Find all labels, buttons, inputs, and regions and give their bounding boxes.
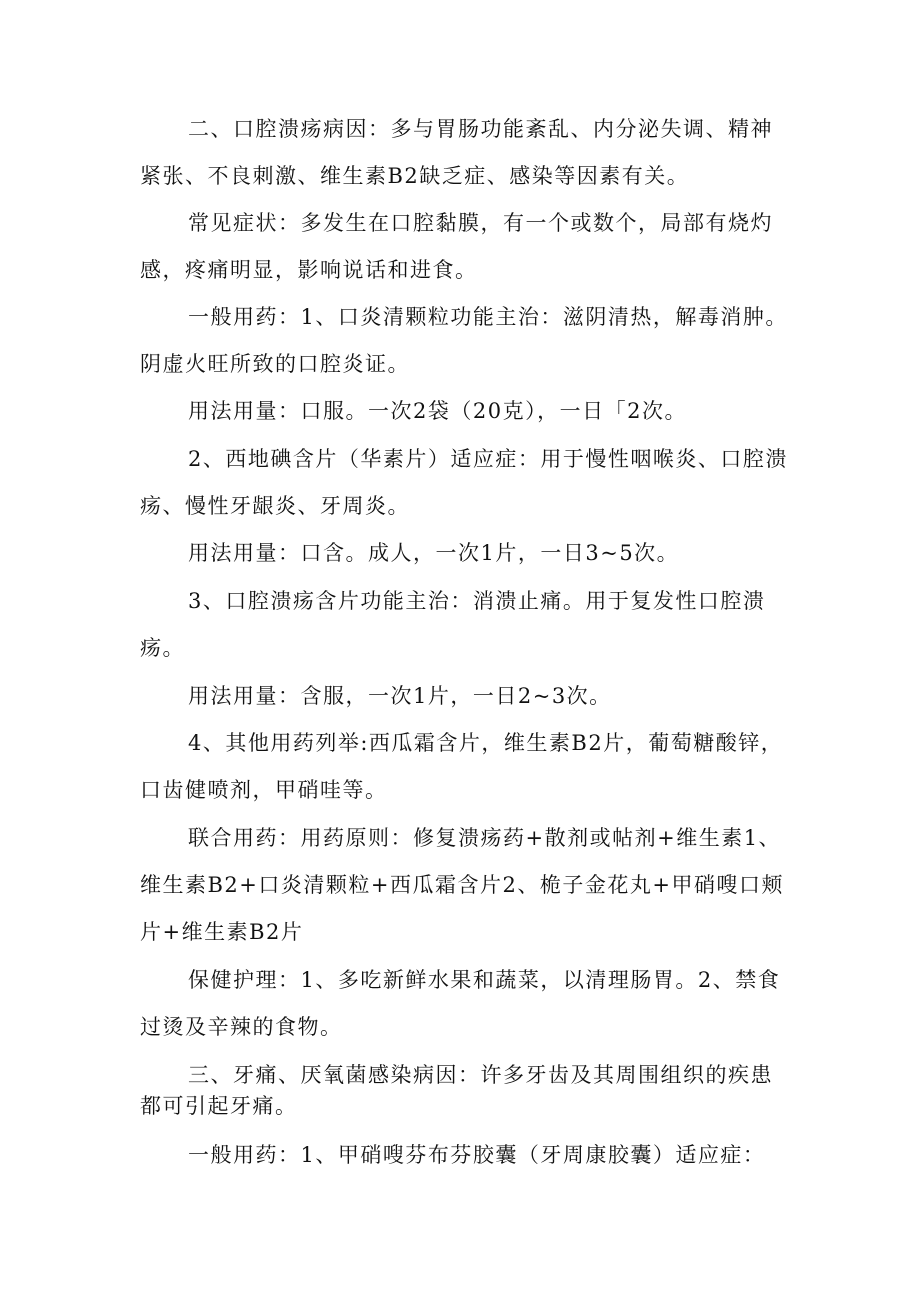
- paragraph-combined-medication: 联合用药：用药原则：修复溃疡药+散剂或帖剂+维生素1、维生素B2+口炎清颗粒+西瓜霜含片2、桅子金花丸+甲硝嗖口颊片+维生素B2片: [140, 826, 784, 944]
- paragraph-common-symptoms: 常见症状：多发生在口腔黏膜，有一个或数个，局部有烧灼感，疼痛明显，影响说话和进食。: [140, 211, 773, 282]
- paragraph-other-medication: 4、其他用药列举:西瓜霜含片，维生素B2片，葡萄糖酸锌，口齿健喷剂，甲硝哇等。: [140, 731, 784, 802]
- paragraph-toothache-cause: 三、牙痛、厌氧菌感染病因：许多牙齿及其周围组织的疾患都可引起牙痛。: [140, 1063, 773, 1118]
- paragraph-toothache-medication: 一般用药：1、甲硝嗖芬布芬胶囊（牙周康胶囊）适应症：: [188, 1143, 766, 1167]
- paragraph-general-medication-1: 一般用药：1、口炎清颗粒功能主治：滋阴清热，解毒消肿。阴虚火旺所致的口腔炎证。: [140, 305, 788, 376]
- paragraph-dosage-3: 用法用量：含服，一次1片，一日2~3次。: [188, 684, 612, 708]
- paragraph-medication-3: 3、口腔溃疡含片功能主治：消溃止痛。用于复发性口腔溃疡。: [140, 589, 766, 660]
- paragraph-oral-ulcer-cause: 二、口腔溃疡病因：多与胃肠功能紊乱、内分泌失调、精神紧张、不良刺激、维生素B2缺乏症、感染等因素有关。: [140, 117, 773, 188]
- paragraph-dosage-1: 用法用量：口服。一次2袋（20克），一日「2次。: [188, 399, 687, 423]
- paragraph-medication-2: 2、西地碘含片（华素片）适应症：用于慢性咽喉炎、口腔溃疡、慢性牙龈炎、牙周炎。: [140, 447, 788, 518]
- paragraph-health-care: 保健护理：1、多吃新鲜水果和蔬菜，以清理肠胃。2、禁食过烫及辛辣的食物。: [140, 968, 781, 1039]
- paragraph-dosage-2: 用法用量：口含。成人，一次1片，一日3~5次。: [188, 541, 680, 565]
